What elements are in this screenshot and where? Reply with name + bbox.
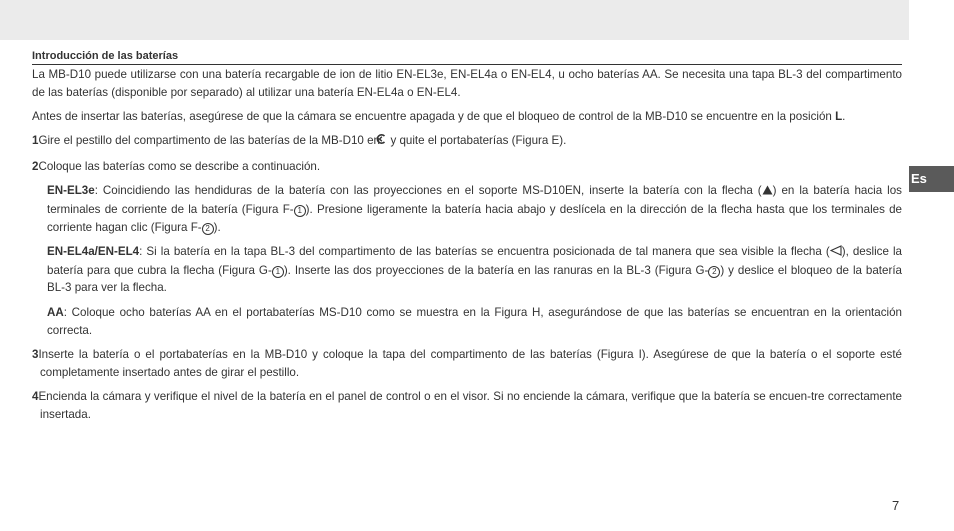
- step-text: Encienda la cámara y verifique el nivel de la batería en el panel de control o en el visor. Si no enciende la cámara, verifique que la batería se encuen-tre correctamente insertada.: [38, 389, 902, 421]
- step-number: 4: [32, 389, 39, 403]
- circled-number: 2: [708, 266, 720, 278]
- top-band: [0, 0, 909, 40]
- step-3: [32, 346, 902, 382]
- step-number: 3: [32, 347, 39, 361]
- intro-text-1: La MB-D10 puede utilizarse con una batería recargable de ion de litio EN-EL3e, EN-EL4a o EN-EL4, u ocho baterías AA. Se necesita una tapa BL-3 del compartimento de las baterías (disponible por separado) al utilizar una batería EN-EL4a o EN-EL4.: [32, 68, 902, 99]
- circled-number: 1: [272, 266, 284, 278]
- sub-label: EN-EL4a/EN-EL4: [47, 244, 140, 258]
- lock-position-label: L: [835, 110, 843, 124]
- step-text: Coloque las baterías como se describe a continuación.: [38, 159, 321, 173]
- page-number: 7: [892, 498, 900, 513]
- step-1: [32, 132, 902, 151]
- sub-text: ) y deslice el bloqueo de la batería BL-3 para ver la flecha.: [47, 263, 903, 295]
- sub-en-el3e: [47, 182, 902, 236]
- page-content: [32, 49, 902, 430]
- sub-en-el4: [47, 243, 902, 297]
- circled-number: 1: [294, 205, 306, 217]
- sub-text: ).: [213, 220, 221, 234]
- sub-text: : Si la batería en la tapa BL-3 del compartimento de las baterías se encuentra posicionada de tal manera que sea visible la flecha (: [139, 244, 830, 258]
- sub-label: EN-EL3e: [47, 183, 95, 197]
- step-text-end: y quite el portabaterías (Figura E).: [387, 134, 567, 148]
- sub-text: ). Inserte las dos proyecciones de la batería en las ranuras en la BL-3 (Figura G-: [283, 263, 709, 277]
- sub-text: : Coloque ocho baterías AA en el portabaterías MS-D10 como se muestra en la Figura H, asegurándose de que las baterías se encuentran en la orientación correcta.: [47, 305, 902, 337]
- step-4: [32, 388, 902, 424]
- triangle-up-icon: [762, 183, 773, 201]
- intro-text-2-end: .: [842, 110, 846, 124]
- triangle-left-icon: [830, 244, 842, 262]
- step-text: Inserte la batería o el portabaterías en la MB-D10 y coloque la tapa del compartimento de las baterías (Figura I). Asegúrese de que la batería o el soporte esté completamente insertado antes de girar el pestillo.: [38, 347, 902, 379]
- step-text: Gire el pestillo del compartimento de las baterías de la MB-D10 en: [38, 134, 384, 148]
- intro-paragraph-2: [32, 108, 902, 126]
- circled-number: 2: [202, 223, 214, 235]
- step-number: 1: [32, 134, 39, 148]
- step-2: [32, 158, 902, 176]
- sub-text: : Coincidiendo las hendiduras de la batería con las proyecciones en el soporte MS-D10EN, inserte la batería con la flecha (: [94, 183, 762, 197]
- section-title: Introducción de las baterías: [32, 49, 902, 65]
- sub-aa: [47, 304, 902, 340]
- sub-text: ). Presione ligeramente la batería hacia abajo y deslícela en la dirección de la flecha hasta que los terminales de corriente hagan clic (Figura F-: [47, 202, 902, 234]
- language-tab: Es: [909, 166, 954, 192]
- sub-label: AA: [47, 305, 64, 319]
- intro-paragraph-1: [32, 66, 902, 102]
- sub-text: ) en la batería hacia los terminales de corriente de la batería (Figura F-: [47, 183, 902, 216]
- intro-text-2: Antes de insertar las baterías, asegúrese de que la cámara se encuentre apagada y de que el bloqueo de control de la MB-D10 se encuentre en la posición: [32, 110, 836, 124]
- step-number: 2: [32, 159, 39, 173]
- sub-text: ), deslice la batería para que cubra la flecha (Figura G-: [47, 244, 902, 277]
